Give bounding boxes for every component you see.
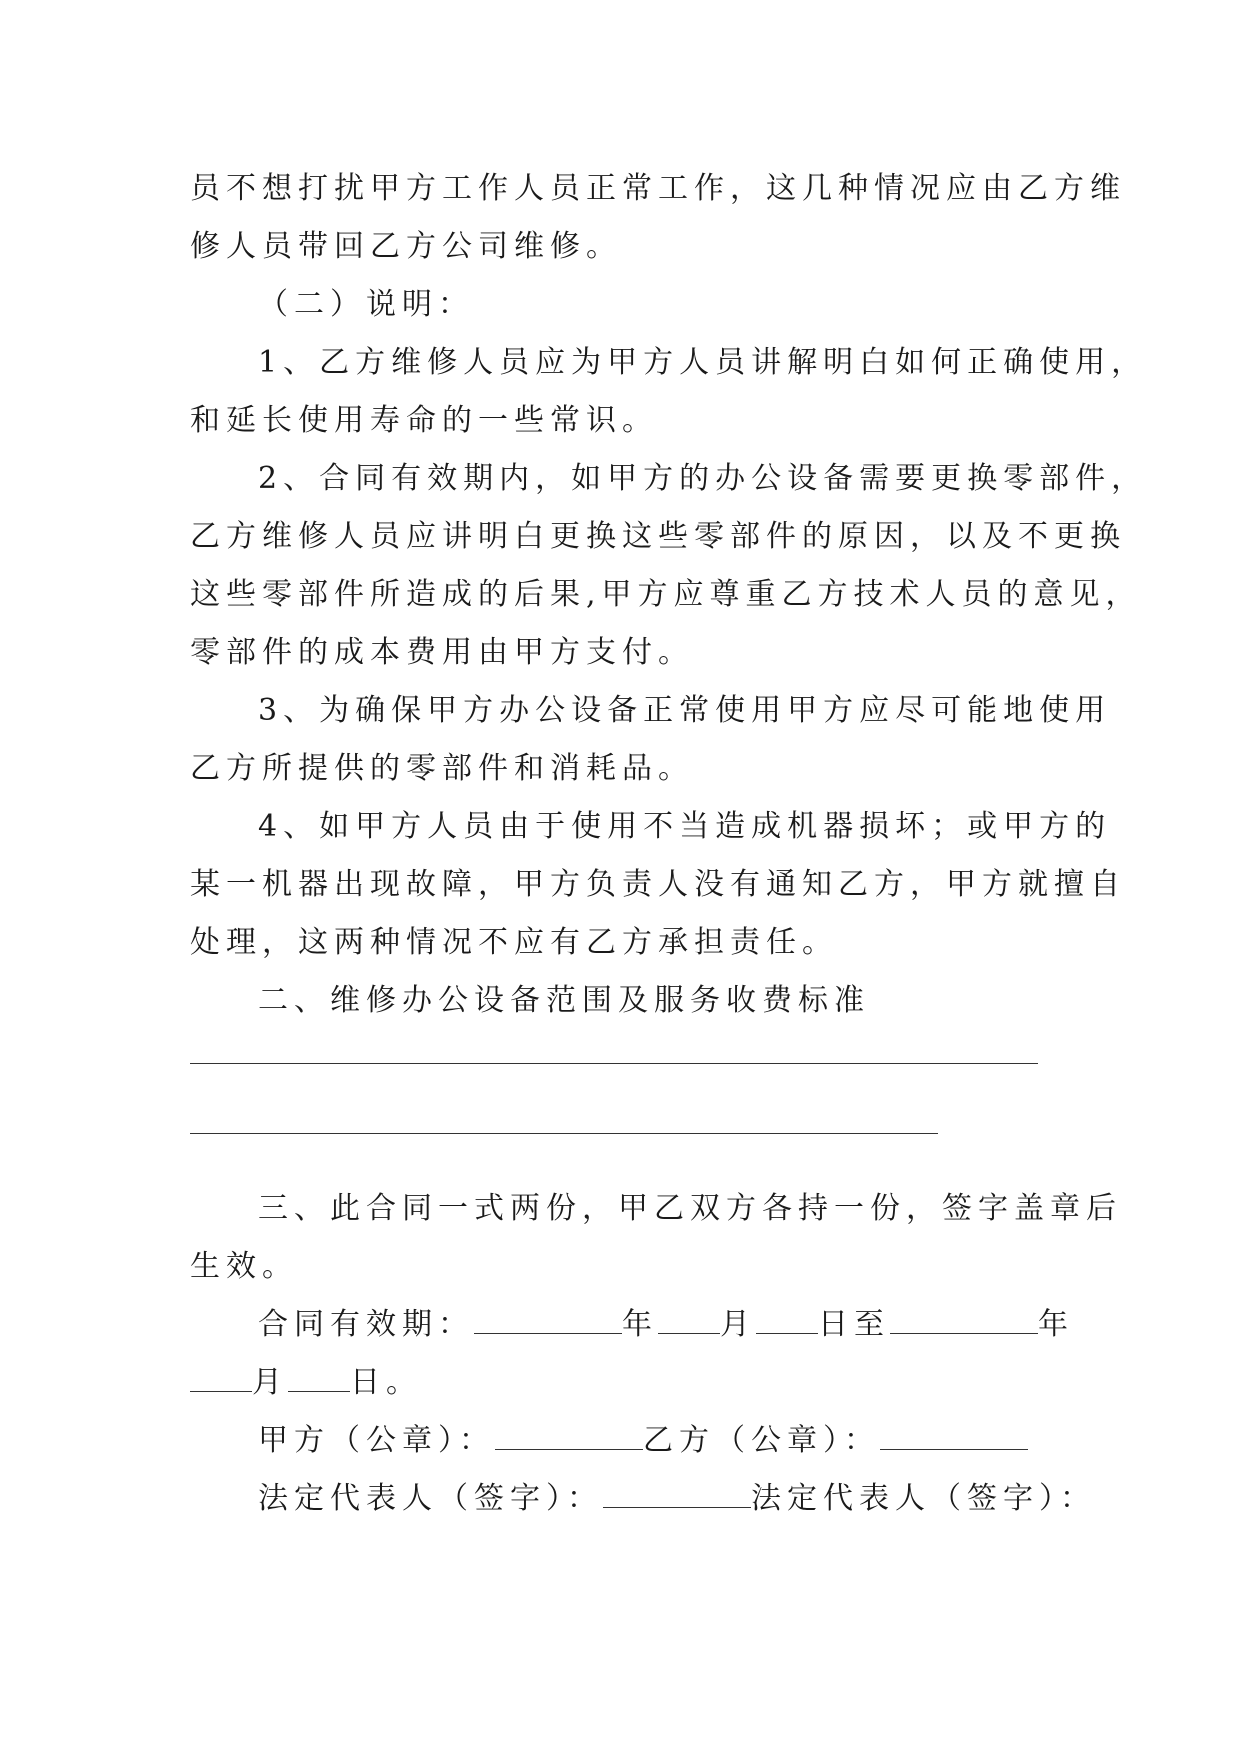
clause-4-line: 处理，这两种情况不应有乙方承担责任。: [190, 925, 838, 960]
month-label: 月: [720, 1307, 756, 1342]
day-to-label: 日至: [818, 1307, 890, 1342]
party-a-seal-blank[interactable]: [495, 1419, 643, 1450]
fill-in-area[interactable]: [190, 1030, 1070, 1180]
year-label: 年: [622, 1307, 658, 1342]
clause-2-line: 2、合同有效期内，如甲方的办公设备需要更换零部件，: [258, 461, 1148, 496]
year-label: 年: [1038, 1307, 1074, 1342]
start-month-blank[interactable]: [658, 1303, 720, 1334]
clause-2-line: 这些零部件所造成的后果,甲方应尊重乙方技术人员的意见，: [190, 577, 1142, 612]
month-label: 月: [252, 1365, 288, 1400]
clause-4-line: 4、如甲方人员由于使用不当造成机器损坏；或甲方的: [258, 809, 1112, 844]
legal-rep-a-blank[interactable]: [603, 1477, 751, 1508]
section-3-line: 生效。: [190, 1249, 298, 1284]
validity-period-line: [190, 1354, 1070, 1412]
clause-1-line: 1、乙方维修人员应为甲方人员讲解明白如何正确使用，: [258, 345, 1148, 380]
clause-2-line: 乙方维修人员应讲明白更换这些零部件的原因，以及不更换: [190, 519, 1126, 554]
clause-2-line: 零部件的成本费用由甲方支付。: [190, 635, 694, 670]
clause-4-line: 某一机器出现故障，甲方负责人没有通知乙方，甲方就擅自: [190, 867, 1126, 902]
legal-rep-b-label: 法定代表人（签字）：: [751, 1481, 1096, 1516]
clause-3-line: 乙方所提供的零部件和消耗品。: [190, 751, 694, 786]
section-heading-scope: 二、维修办公设备范围及服务收费标准: [258, 983, 870, 1018]
end-year-blank[interactable]: [890, 1303, 1038, 1334]
end-day-blank[interactable]: [288, 1361, 350, 1392]
seal-line: [190, 1412, 1070, 1470]
clause-3-line: 3、为确保甲方办公设备正常使用甲方应尽可能地使用: [258, 693, 1112, 728]
validity-label: 合同有效期：: [258, 1307, 474, 1342]
legal-rep-line: [190, 1470, 1096, 1528]
start-day-blank[interactable]: [756, 1303, 818, 1334]
paragraph-line: 修人员带回乙方公司维修。: [190, 229, 622, 264]
section-3-line: 三、此合同一式两份，甲乙双方各持一份，签字盖章后: [258, 1191, 1122, 1226]
legal-rep-a-label: 法定代表人（签字）：: [258, 1481, 603, 1516]
fill-in-line[interactable]: [190, 1063, 1038, 1064]
day-end-label: 日。: [350, 1365, 422, 1400]
party-b-seal-blank[interactable]: [880, 1419, 1028, 1450]
party-a-seal-label: 甲方（公章）：: [258, 1423, 495, 1458]
paragraph-line: 员不想打扰甲方工作人员正常工作，这几种情况应由乙方维: [190, 171, 1126, 206]
section-heading-explanation: （二）说明：: [258, 287, 474, 322]
start-year-blank[interactable]: [474, 1303, 622, 1334]
party-b-seal-label: 乙方（公章）：: [643, 1423, 880, 1458]
document-page: [190, 160, 1148, 1528]
end-month-blank[interactable]: [190, 1361, 252, 1392]
fill-in-line[interactable]: [190, 1133, 938, 1134]
clause-1-line: 和延长使用寿命的一些常识。: [190, 403, 658, 438]
validity-period-line: [190, 1296, 1074, 1354]
